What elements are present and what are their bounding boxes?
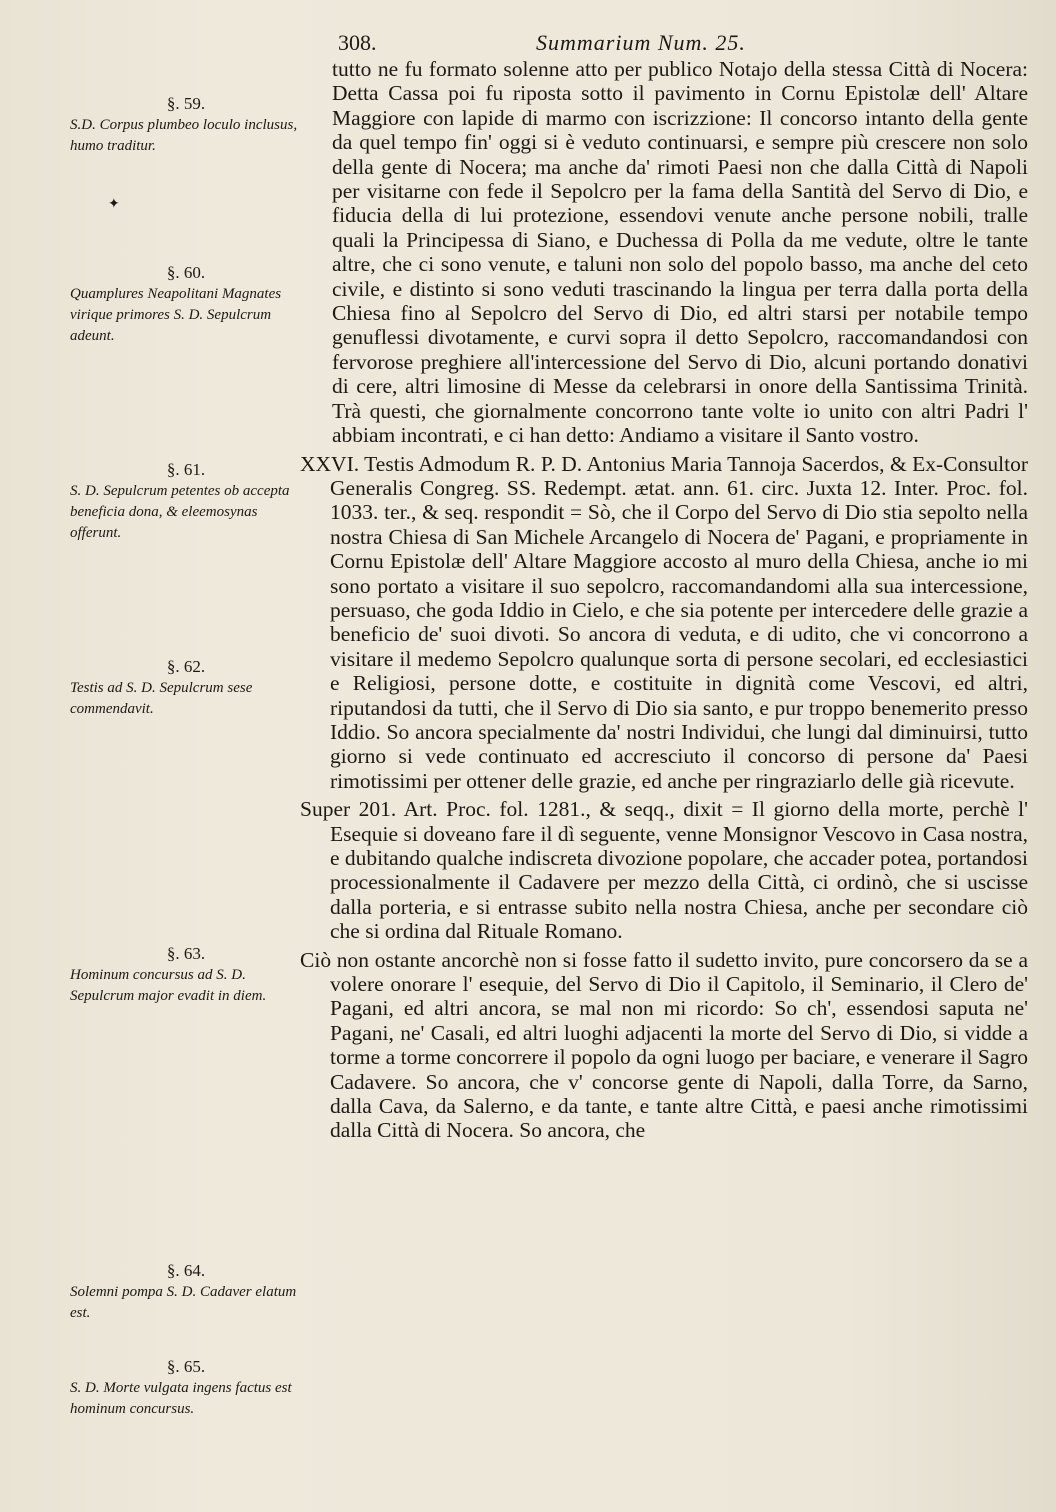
marginal-note [70,656,302,720]
section-number: §. 62. [166,657,206,676]
marginal-text: Quamplures Neapolitani Magnates virique primores S. D. Sepulcrum adeunt. [70,286,282,344]
marginal-text: Hominum concursus ad S. D. Sepulcrum major evadit in diem. [70,967,267,1004]
marginal-text: Testis ad S. D. Sepulcrum sese commendavit. [70,680,253,717]
body-paragraph: Ciò non ostante ancorchè non si fosse fatto il sudetto invito, pure concorsero da se a volere onorare l' esequie, del Servo di Dio il Capitolo, il Seminario, il Clero de' Pagani, ed altri ancora, se mal non mi ricordo: So ch', essendosi saputa ne' Pagani, ne' Casali, ed altri luoghi adjacenti la morte del Servo di Dio, si vidde a torme a torme concorrere il popolo da ogni luogo per baciare, e venerare il Sagro Cadavere. So ancora, che v' concorse gente di Napoli, dalla Torre, da Sarno, dalla Cava, da Salerno, e da tante, e tante altre Città, e paesi anche rimotissimi dalla Città di Nocera. So ancora, che [300,947,1028,1143]
section-number: §. 63. [166,944,206,963]
section-number: §. 61. [166,460,206,479]
page-number: 308. [338,30,377,55]
testimony-paragraph: XXVI. Testis Admodum R. P. D. Antonius Maria Tannoja Sacerdos, & Ex-Consultor Generalis Congreg. SS. Redempt. ætat. ann. 61. circ. Juxta 12. Inter. Proc. fol. 1033. ter., & seq. respondit = Sò, che il Corpo del Servo di Dio stia sepolto nella nostra Chiesa di San Michele Arcangelo di Nocera de' Pagani, e propriamente in Cornu Epistolæ dell' Altare Maggiore accosto al muro della Chiesa, anche io mi sono portato a visitare il suo sepolcro, raccomandandomi alla sua intercessione, persuaso, che goda Iddio in Cielo, e che sia potente per intercedere delle grazie a beneficio de' suoi divoti. So ancora di veduta, e di udito, che vi concorrono a visitare il medemo Sepolcro qualunque sorta di persone secolari, ed ecclesiastici e Religiosi, persone dotte, e costituite in dignità come Vescovi, ed altri, riputandosi da tutti, che il Servo di Dio sia santo, e pur troppo benemerito presso Iddio. So ancora specialmente da' nostri Individui, che lungi dal diminuirsi, tutto giorno si vede continuato ed accresciuto il concorso di persone da' Paesi rimotissimi per ottener delle grazie, ed anche per ringraziarlo delle già ricevute. [300,451,1028,793]
marginal-text: S. D. Morte vulgata ingens factus est hominum concursus. [70,1380,292,1417]
marginal-note [70,1260,302,1324]
marginal-note [70,262,302,347]
section-number: §. 65. [166,1357,206,1376]
body-paragraph: tutto ne fu formato solenne atto per publico Notajo della stessa Città di Nocera: Detta Cassa poi fu riposta sotto il pavimento in Cornu Epistolæ dell' Altare Maggiore con lapide di marmo con iscrizzione: Il concorso intanto della gente da quel tempo fin' oggi si è veduto continuarsi, e sempre più crescere non solo della gente di Nocera; ma anche da' rimoti Paesi non che dalla Città di Napoli per visitarne con fede il Sepolcro per la fama della Santità del Servo di Dio, e fiducia della di lui protezione, essendovi venute anche persone nobili, tralle quali la Principessa di Siano, e Duchessa di Polla da me vedute, oltre le tante altre, che ci sono venute, e taluni non solo del popolo basso, ma anche del ceto civile, e distinto si sono veduti trascinando la lingua per terra dalla porta della Chiesa fino al Sepolcro del Servo di Dio, ed altri starsi per notabile tempo genuflessi divotamente, e curvi sopra il detto Sepolcro, raccomandandosi con fervorose preghiere all'intercessione del Servo di Dio, alcuni portando donativi di cere, altri limosine di Messe da celebrarsi in onore della Santissima Trinità. Trà questi, che giornalmente concorrono tante volte io unito con altri Padri l' abbiam incontrati, e ci han detto: Andiamo a visitare il Santo vostro. [332,57,1028,448]
marginal-text: S.D. Corpus plumbeo loculo inclusus, humo traditur. [70,117,298,154]
main-text [300,57,1028,1143]
page-header [338,30,778,58]
running-title: Summarium Num. 25. [536,30,746,55]
stray-mark: ✦ [108,197,120,212]
section-number: §. 60. [166,263,206,282]
testimony-paragraph: Super 201. Art. Proc. fol. 1281., & seqq., dixit = Il giorno della morte, perchè l' Esequie si doveano fare il dì seguente, venne Monsignor Vescovo in Casa nostra, e dubitando qualche indiscreta divozione popolare, che accader potea, portandosi processionalmente il Cadavere per mezzo della Città, ci ordinò, che si uscisse dalla porteria, e si entrasse subito nella nostra Chiesa, anche per secondare ciò che si ordina dal Rituale Romano. [300,797,1028,944]
section-number: §. 59. [166,94,206,113]
marginal-text: S. D. Sepulcrum petentes ob accepta beneficia dona, & eleemosynas offerunt. [70,483,290,541]
marginal-note [70,1356,302,1420]
marginal-note [70,93,302,157]
marginal-note [70,459,302,544]
section-number: §. 64. [166,1261,206,1280]
marginal-text: Solemni pompa S. D. Cadaver elatum est. [70,1284,297,1321]
marginal-note [70,943,302,1007]
